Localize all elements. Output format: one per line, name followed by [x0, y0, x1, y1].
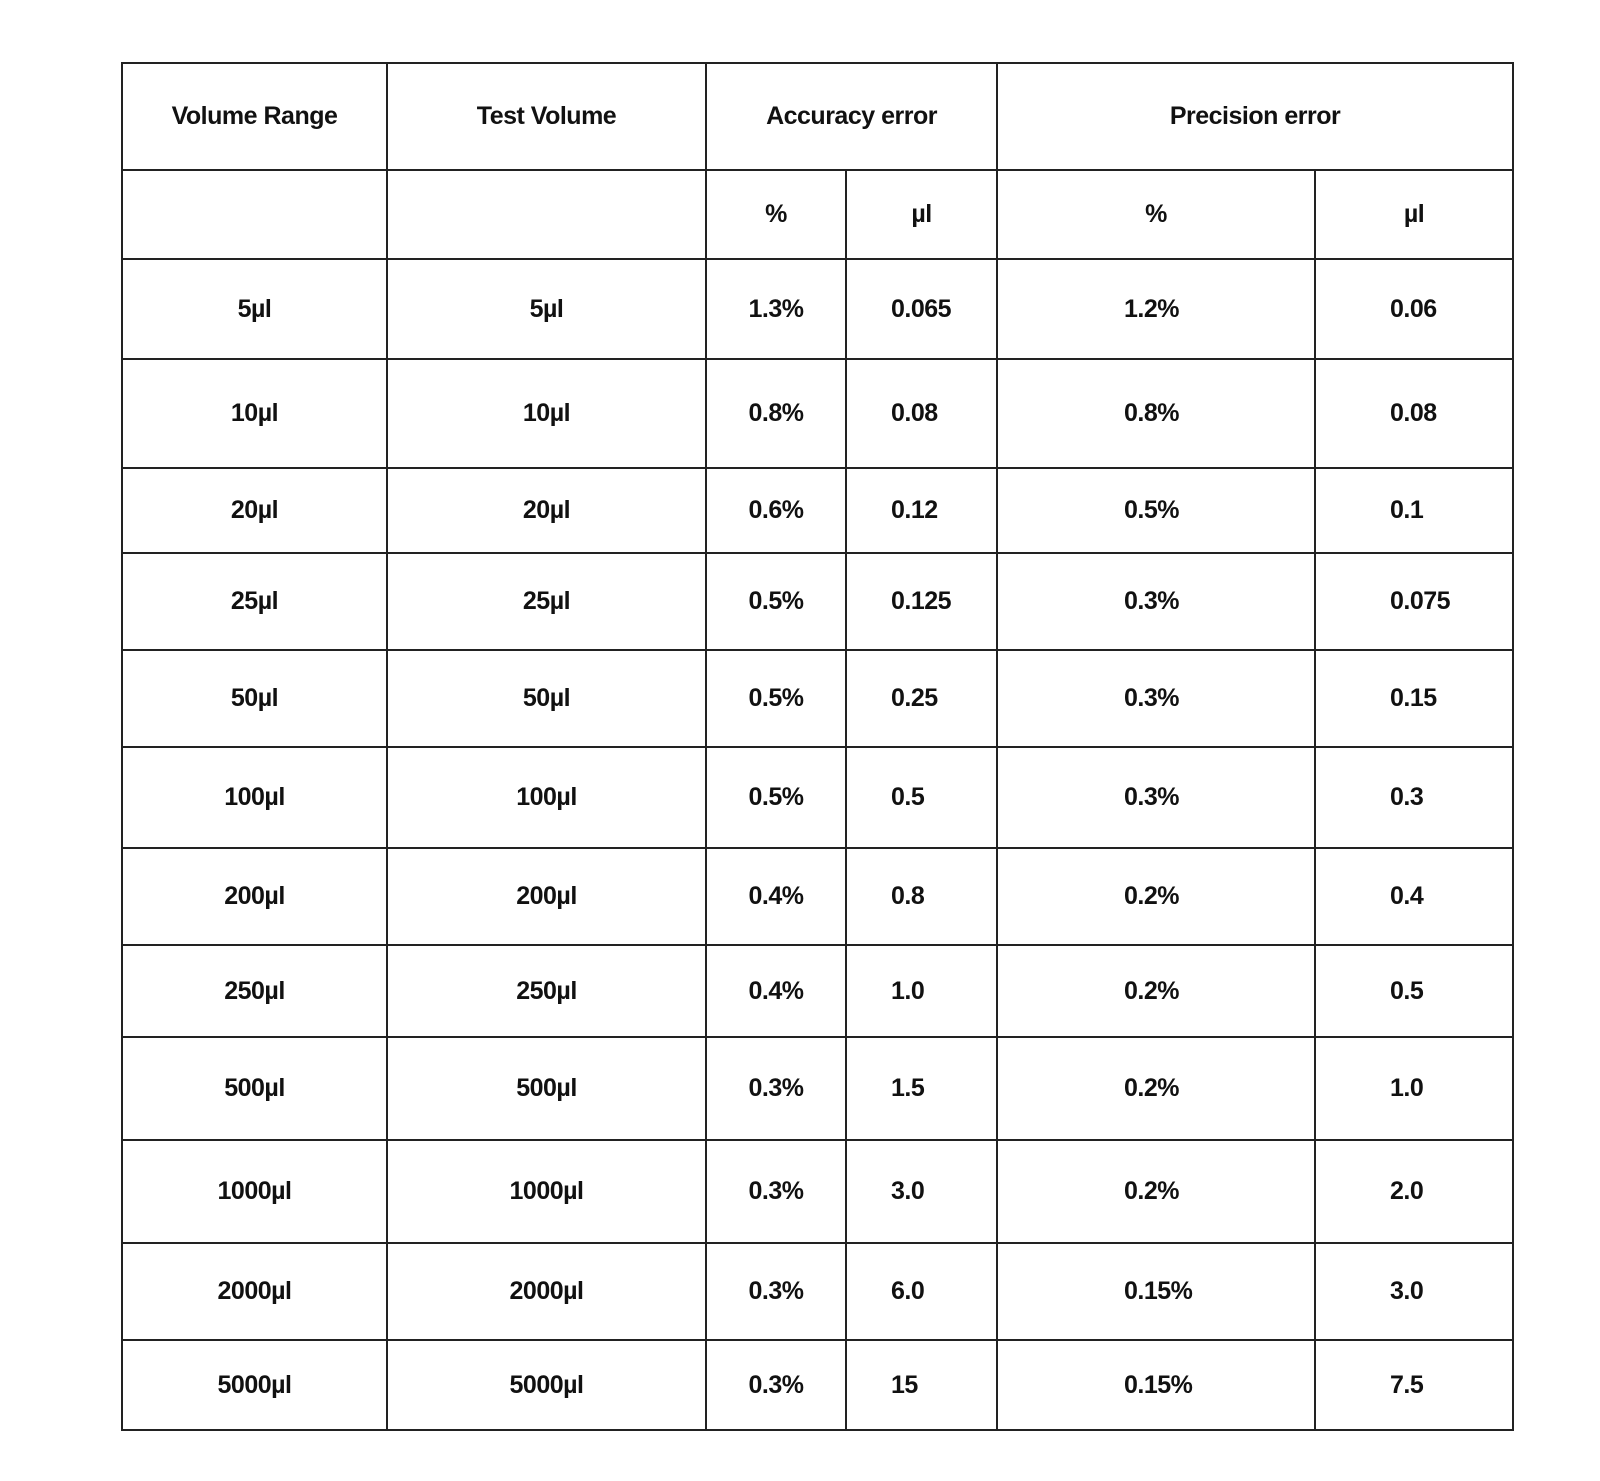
cell-accuracy-pct: 0.3%: [706, 1340, 846, 1430]
cell-accuracy-pct: 0.5%: [706, 553, 846, 650]
cell-accuracy-pct: 0.3%: [706, 1140, 846, 1243]
cell-accuracy-pct: 0.4%: [706, 848, 846, 945]
cell-test-volume: 50µl: [387, 650, 706, 747]
cell-accuracy-pct: 1.3%: [706, 259, 846, 359]
cell-precision-pct: 0.2%: [997, 1037, 1315, 1140]
table-body: [122, 259, 1513, 1430]
cell-accuracy-ul: 0.8: [846, 848, 997, 945]
cell-precision-pct: 0.3%: [997, 650, 1315, 747]
cell-precision-pct: 1.2%: [997, 259, 1315, 359]
cell-accuracy-ul: 15: [846, 1340, 997, 1430]
header-row: [122, 63, 1513, 170]
cell-volume-range: 100µl: [122, 747, 387, 848]
specification-table: [121, 62, 1514, 1431]
cell-volume-range: 20µl: [122, 468, 387, 553]
cell-accuracy-ul: 0.125: [846, 553, 997, 650]
cell-test-volume: 2000µl: [387, 1243, 706, 1340]
table-row: [122, 468, 1513, 553]
table-row: [122, 747, 1513, 848]
cell-volume-range: 200µl: [122, 848, 387, 945]
cell-precision-pct: 0.3%: [997, 553, 1315, 650]
subheader-row: [122, 170, 1513, 259]
table-row: [122, 1243, 1513, 1340]
cell-volume-range: 10µl: [122, 359, 387, 468]
cell-volume-range: 25µl: [122, 553, 387, 650]
cell-precision-ul: 0.1: [1315, 468, 1513, 553]
cell-precision-ul: 0.4: [1315, 848, 1513, 945]
cell-accuracy-pct: 0.8%: [706, 359, 846, 468]
cell-test-volume: 5µl: [387, 259, 706, 359]
cell-accuracy-ul: 1.0: [846, 945, 997, 1037]
cell-test-volume: 20µl: [387, 468, 706, 553]
cell-test-volume: 5000µl: [387, 1340, 706, 1430]
cell-precision-ul: 0.06: [1315, 259, 1513, 359]
cell-volume-range: 5µl: [122, 259, 387, 359]
cell-precision-pct: 0.15%: [997, 1340, 1315, 1430]
cell-accuracy-ul: 0.065: [846, 259, 997, 359]
cell-accuracy-ul: 0.25: [846, 650, 997, 747]
cell-accuracy-ul: 6.0: [846, 1243, 997, 1340]
cell-volume-range: 250µl: [122, 945, 387, 1037]
header-precision-error: Precision error: [997, 63, 1513, 170]
subheader-precision-pct: %: [997, 170, 1315, 259]
cell-accuracy-pct: 0.3%: [706, 1243, 846, 1340]
cell-accuracy-ul: 3.0: [846, 1140, 997, 1243]
cell-test-volume: 10µl: [387, 359, 706, 468]
cell-test-volume: 200µl: [387, 848, 706, 945]
cell-precision-pct: 0.3%: [997, 747, 1315, 848]
subheader-accuracy-ul: µl: [846, 170, 997, 259]
cell-volume-range: 5000µl: [122, 1340, 387, 1430]
cell-precision-pct: 0.5%: [997, 468, 1315, 553]
cell-precision-pct: 0.2%: [997, 848, 1315, 945]
cell-precision-ul: 0.075: [1315, 553, 1513, 650]
table-row: [122, 848, 1513, 945]
cell-volume-range: 2000µl: [122, 1243, 387, 1340]
table-row: [122, 650, 1513, 747]
header-accuracy-error: Accuracy error: [706, 63, 997, 170]
cell-precision-pct: 0.2%: [997, 1140, 1315, 1243]
cell-precision-ul: 3.0: [1315, 1243, 1513, 1340]
cell-test-volume: 250µl: [387, 945, 706, 1037]
cell-precision-pct: 0.15%: [997, 1243, 1315, 1340]
cell-accuracy-ul: 0.5: [846, 747, 997, 848]
subheader-empty-volume-range: [122, 170, 387, 259]
cell-accuracy-pct: 0.5%: [706, 747, 846, 848]
cell-volume-range: 1000µl: [122, 1140, 387, 1243]
cell-precision-ul: 0.08: [1315, 359, 1513, 468]
cell-test-volume: 500µl: [387, 1037, 706, 1140]
cell-precision-ul: 7.5: [1315, 1340, 1513, 1430]
cell-volume-range: 50µl: [122, 650, 387, 747]
subheader-precision-ul: µl: [1315, 170, 1513, 259]
cell-accuracy-ul: 1.5: [846, 1037, 997, 1140]
subheader-empty-test-volume: [387, 170, 706, 259]
cell-precision-pct: 0.2%: [997, 945, 1315, 1037]
table-row: [122, 1140, 1513, 1243]
cell-precision-pct: 0.8%: [997, 359, 1315, 468]
cell-accuracy-pct: 0.6%: [706, 468, 846, 553]
cell-precision-ul: 2.0: [1315, 1140, 1513, 1243]
cell-precision-ul: 1.0: [1315, 1037, 1513, 1140]
cell-precision-ul: 0.15: [1315, 650, 1513, 747]
cell-test-volume: 25µl: [387, 553, 706, 650]
cell-accuracy-ul: 0.08: [846, 359, 997, 468]
cell-precision-ul: 0.3: [1315, 747, 1513, 848]
table-row: [122, 945, 1513, 1037]
cell-accuracy-pct: 0.5%: [706, 650, 846, 747]
header-volume-range: Volume Range: [122, 63, 387, 170]
table-row: [122, 1340, 1513, 1430]
table-row: [122, 259, 1513, 359]
table-row: [122, 359, 1513, 468]
cell-accuracy-ul: 0.12: [846, 468, 997, 553]
cell-test-volume: 100µl: [387, 747, 706, 848]
cell-precision-ul: 0.5: [1315, 945, 1513, 1037]
cell-accuracy-pct: 0.3%: [706, 1037, 846, 1140]
subheader-accuracy-pct: %: [706, 170, 846, 259]
table-row: [122, 1037, 1513, 1140]
header-test-volume: Test Volume: [387, 63, 706, 170]
cell-accuracy-pct: 0.4%: [706, 945, 846, 1037]
cell-volume-range: 500µl: [122, 1037, 387, 1140]
cell-test-volume: 1000µl: [387, 1140, 706, 1243]
table-row: [122, 553, 1513, 650]
